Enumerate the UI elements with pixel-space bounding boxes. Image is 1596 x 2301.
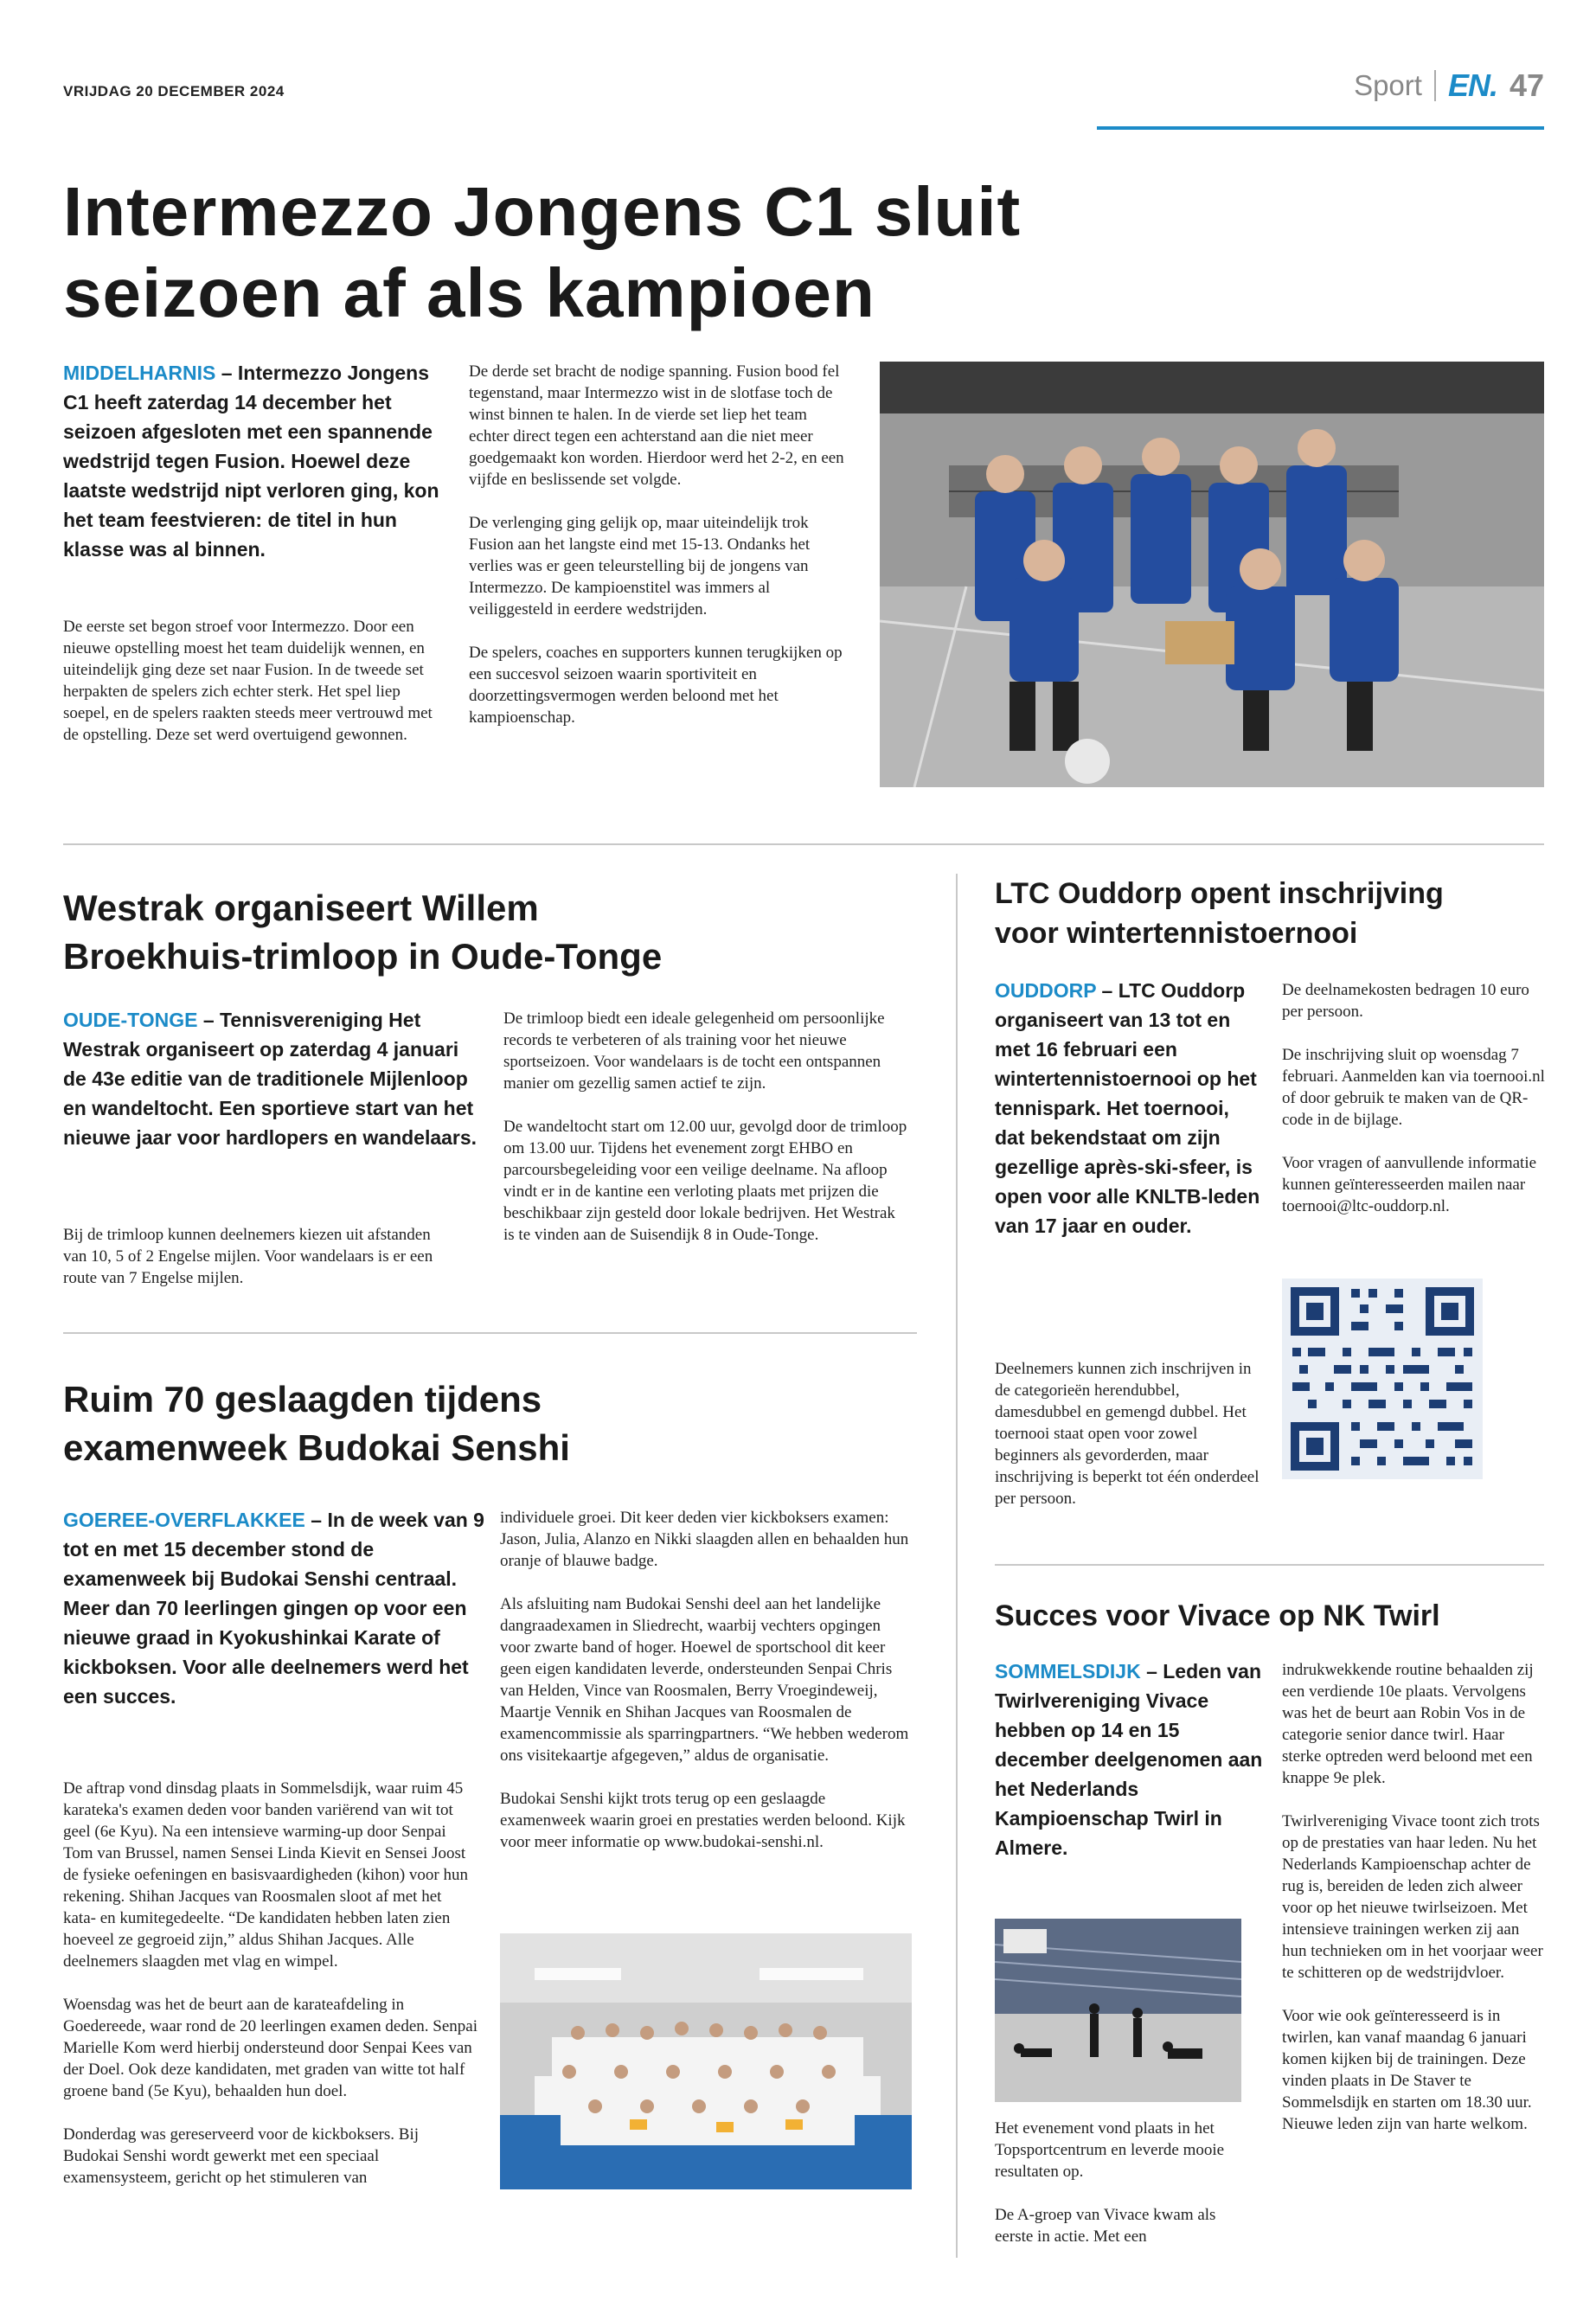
- article4-column2: individuele groei. Dit keer deden vier kickboksers examen: Jason, Julia, Alanzo en Nikki slaagden allen en behaalden hun oranje of blauwe badge. Als afsluiting nam Budokai Senshi deel aan het landelijke dangraadexamen in Sliedrecht, waarbij vechters opgingen voor zwarte band of hoger. Hoewel de sportschool dit keer geen eigen kandidaten leverde, ondersteunden Senpai Chris van Helden, Vince van Roosmalen, Berry Vroegindeweij, Maartje Vennik en Shihan Jacques van Roosmalen de examencommissie als sparringpartners. “We hebben wederom ons visitekaartje afgegeven,” aldus de organisatie. Budokai Senshi kijkt trots terug op een geslaagde examenweek waarin groei en prestaties werden beloond. Kijk voor meer informatie op www.budokai-senshi.nl.: [500, 1509, 909, 1851]
- article1-location: MIDDELHARNIS: [63, 362, 216, 384]
- article4-column1: De aftrap vond dinsdag plaats in Sommelsdijk, waar ruim 45 karateka's examen deden voor banden variërend van wit tot geel (6e Kyu). Na een intensieve warming-up door Senpai Tom van Brussel, namen Sensei Linda Kievit en Sensei Joost de fysieke oefeningen en basisvaardigheden (kihon) voor hun rekening. Shihan Jacques van Roosmalen sloot af met het kata- en kumitegedeelte. “De kandidaten hebben laten zien hoeveel ze gegroeid zijn,” aldus Shihan Jacques. Alle deelnemers slaagden met vlag en wimpel. Woensdag was het de beurt aan de karateafdeling in Goedereede, waar rond de 20 leerlingen examen deden. Senpai Marielle Kom werd hierbij ondersteund door Senpai Kees van der Doel. Ook deze kandidaten, met graden van witte tot half groene band (5e Kyu), behaalden hun doel. Donderdag was gereserveerd voor de kickboksers. Bij Budokai Senshi wordt gewerkt met een speciaal examensysteem, gericht op het stimuleren van: [63, 1779, 478, 2187]
- masthead: [1354, 67, 1544, 104]
- article3-column1: Deelnemers kunnen zich inschrijven in de categorieën herendubbel, damesdubbel en gemengd dubbel. Het toernooi staat open voor zowel beginners als gevorderden, maar inschrijving is beperkt tot één onderdeel per persoon.: [995, 1360, 1259, 1508]
- karate-group-photo-illustration: [500, 1933, 912, 2189]
- article3-location: OUDDORP: [995, 979, 1097, 1002]
- article3-lead: OUDDORP – LTC Ouddorp organiseert van 13 tot en met 16 februari een wintertennistoernooi op het tennispark. Het toernooi, dat bekendstaat om zijn gezellige après-ski-sfeer, is open voor alle KNLTB-leden van 17 jaar en ouder.: [995, 979, 1260, 1237]
- article4-headline: Ruim 70 geslaagden tijdens examenweek Budokai Senshi: [63, 1379, 570, 1468]
- article2-lead: OUDE-TONGE – Tennisvereniging Het Westrak organiseert op zaterdag 4 januari de 43e editie van de traditionele Mijlenloop en wandeltocht. Een sportieve start van het nieuwe jaar voor hardlopers en wandelaars.: [63, 1009, 478, 1149]
- article2-headline: Westrak organiseert Willem Broekhuis-trimloop in Oude-Tonge: [63, 888, 663, 977]
- twirl-event-photo: [995, 1919, 1241, 2102]
- karate-group-photo: [500, 1933, 912, 2189]
- article4-lead: GOEREE-OVERFLAKKEE – In de week van 9 tot en met 15 december stond de examenweek bij Budokai Senshi centraal. Meer dan 70 leerlingen gingen op voor een nieuwe graad in Kyokushinkai Karate of kickboksen. Voor alle deelnemers werd het een succes.: [63, 1509, 484, 1708]
- registration-qr-code[interactable]: [1282, 1279, 1483, 1479]
- column-divider: [956, 874, 958, 2258]
- article4-location: GOEREE-OVERFLAKKEE: [63, 1509, 305, 1531]
- masthead-divider: [1434, 70, 1436, 101]
- article1-headline: Intermezzo Jongens C1 sluit seizoen af als kampioen: [63, 173, 1022, 331]
- section-label: Sport: [1354, 69, 1422, 101]
- article1-lead: MIDDELHARNIS – Intermezzo Jongens C1 heeft zaterdag 14 december het seizoen afgesloten met een spannende wedstrijd tegen Fusion. Hoewel deze laatste wedstrijd nipt verloren ging, kon het team feestvieren: de titel in hun klasse was al binnen.: [63, 362, 439, 561]
- issue-date: VRIJDAG 20 DECEMBER 2024: [63, 83, 285, 99]
- qr-code-icon: [1282, 1279, 1483, 1479]
- twirl-event-photo-illustration: [995, 1919, 1241, 2102]
- newspaper-logo: EN.: [1447, 67, 1497, 103]
- article5-column1: Het evenement vond plaats in het Topsportcentrum en leverde mooie resultaten op. De A-groep van Vivace kwam als eerste in actie. Met een: [995, 2119, 1225, 2246]
- article1-column1: De eerste set begon stroef voor Intermezzo. Door een nieuwe opstelling moest het team duidelijk wennen, en uiteindelijk ging deze set naar Fusion. In de tweede set herpakten de spelers zich echter sterk. Het spel liep soepel, en de spelers raakten steeds meer vertrouwd met de opstelling. Deze set werd overtuigend gewonnen.: [63, 618, 433, 744]
- article2-column2: De trimloop biedt een ideale gelegenheid om persoonlijke records te verbeteren of als training voor het nieuwe sportseizoen. Voor wandelaars is de tocht een ontspannen manier om gezellig samen actief te zijn. De wandeltocht start om 12.00 uur, gevolgd door de trimloop om 13.00 uur. Tijdens het evenement zorgt EHBO en parcoursbegeleiding voor een veilige deelname. Na afloop vindt er in de kantine een verloting plaats met prijzen die beschikbaar zijn gesteld door lokale bedrijven. Het Westrak is te vinden aan de Suisendijk 8 in Oude-Tonge.: [503, 1009, 907, 1244]
- volleyball-team-photo-illustration: [880, 362, 1544, 787]
- section-divider-3: [995, 1564, 1544, 1566]
- article1-column2: De derde set bracht de nodige spanning. Fusion bood fel tegenstand, maar Intermezzo wist in de slotfase toch de winst binnen te halen. In de vierde set liep het team echter direct tegen een achterstand aan die niet meer goedgemaakt kon worden. Hierdoor werd het 2-2, en een vijfde en beslissende set volgde. De verlenging ging gelijk op, maar uiteindelijk trok Fusion aan het langste eind met 15-13. Ondanks het verlies was er geen teleurstelling bij de jongens van Intermezzo. De kampioenstitel was immers al veiliggesteld in eerdere wedstrijden. De spelers, coaches en supporters kunnen terugkijken op een succesvol seizoen waarin sportiviteit en doorzettingsvermogen werden beloond met het kampioenschap.: [469, 362, 844, 727]
- page-number: 47: [1509, 67, 1544, 103]
- volleyball-team-photo: [880, 362, 1544, 787]
- article3-headline: LTC Ouddorp opent inschrijving voor wintertennistoernooi: [995, 877, 1444, 950]
- article5-lead: SOMMELSDIJK – Leden van Twirlvereniging Vivace hebben op 14 en 15 december deelgenomen aan het Nederlands Kampioenschap Twirl in Almere.: [995, 1660, 1263, 1859]
- article2-column1: Bij de trimloop kunnen deelnemers kiezen uit afstanden van 10, 5 of 2 Engelse mijlen. Voor wandelaars is er een route van 7 Engelse mijlen.: [63, 1226, 433, 1287]
- masthead-rule: [1097, 126, 1544, 130]
- article5-column2: indrukwekkende routine behaalden zij een verdiende 10e plaats. Vervolgens was het de beurt aan Robin Vos in de categorie senior dance twirl. Haar sterke optreden werd beloond met een knappe 9e plek. Twirlvereniging Vivace toont zich trots op de prestaties van haar leden. Nu het Nederlands Kampioenschap achter de rug is, bereiden de leden zich alweer voor op het nieuwe twirlseizoen. Met intensieve trainingen werken zij aan hun technieken om in het voorjaar weer te schitteren op de wedstrijdvloer. Voor wie ook geïnteresseerd is in twirlen, kan vanaf maandag 6 januari komen kijken bij de trainingen. Deze vinden plaats in De Staver te Sommelsdijk en starten om 18.30 uur. Nieuwe leden zijn van harte welkom.: [1282, 1661, 1543, 2133]
- article2-location: OUDE-TONGE: [63, 1009, 198, 1031]
- article5-location: SOMMELSDIJK: [995, 1660, 1141, 1682]
- article5-headline: Succes voor Vivace op NK Twirl: [995, 1599, 1440, 1632]
- article3-column2: De deelnamekosten bedragen 10 euro per persoon. De inschrijving sluit op woensdag 7 februari. Aanmelden kan via toernooi.nl of door gebruik te maken van de QR-code in de bijlage. Voor vragen of aanvullende informatie kunnen geïnteresseerden mailen naar toernooi@ltc-ouddorp.nl.: [1282, 981, 1545, 1215]
- section-divider-1: [63, 843, 1544, 845]
- section-divider-2: [63, 1332, 917, 1334]
